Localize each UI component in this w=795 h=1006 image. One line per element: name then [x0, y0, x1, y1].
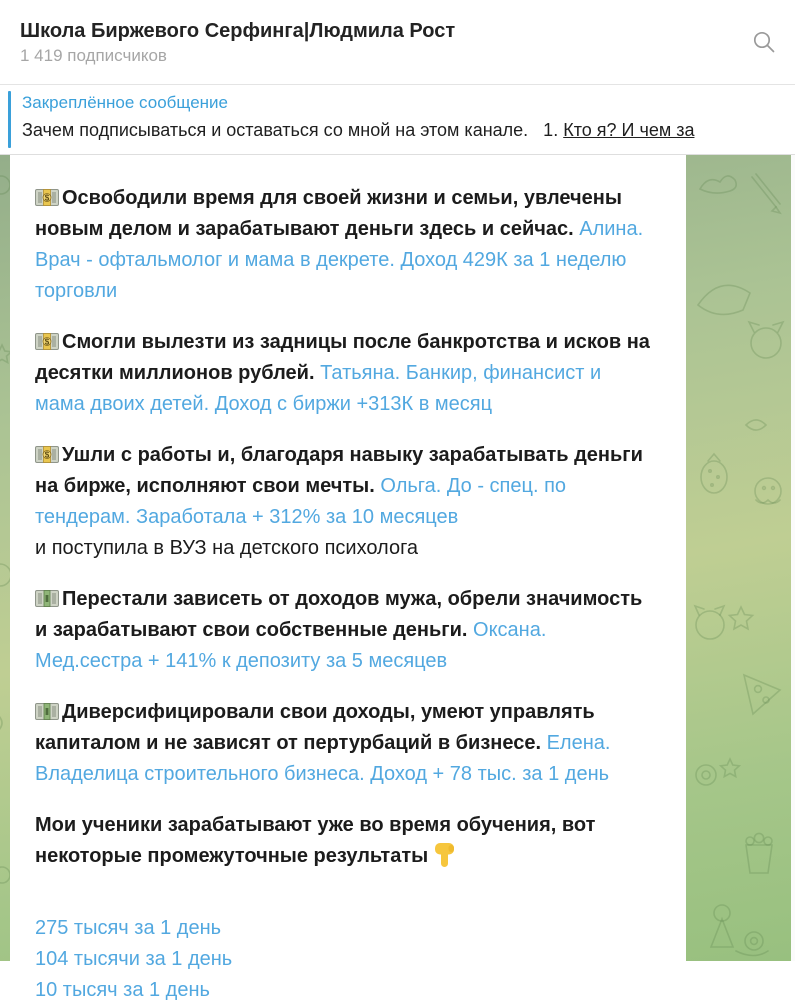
paragraph-link-text[interactable]: Татьяна. Банкир, финансист и мама двоих детей. Доход с биржи +313К в месяц: [35, 362, 602, 415]
subscriber-count: 1 419 подписчиков: [20, 46, 167, 65]
search-icon[interactable]: [747, 25, 781, 59]
pinned-text-link[interactable]: Кто я? И чем за: [563, 120, 695, 140]
message-paragraph: [35, 697, 656, 790]
result-link[interactable]: 104 тысячи за 1 день: [35, 948, 233, 970]
paragraph-link-text[interactable]: Елена. Владелица строительного бизнеса. Доход + 78 тыс. за 1 день: [35, 732, 611, 785]
pinned-label: Закреплённое сообщение: [22, 93, 228, 112]
paragraph-bold-text: Перестали зависеть от доходов мужа, обрели значимость и зарабатывают свои собственные деньги.: [35, 588, 643, 641]
paragraph-bold-text: Диверсифицировали свои доходы, умеют управлять капиталом и не зависят от пертурбаций в бизнесе.: [35, 701, 595, 754]
result-link[interactable]: 10 тысяч за 1 день: [35, 979, 210, 1001]
dollar-banknote-icon: [35, 183, 59, 214]
background-doodles-right: [686, 155, 791, 961]
chat-header: [0, 0, 795, 85]
message-paragraph: [35, 584, 656, 677]
message-paragraph: [35, 440, 656, 564]
chat-area: [0, 155, 795, 1001]
message-bubble: [10, 155, 686, 1001]
background-doodles-left: [0, 155, 10, 961]
message-paragraph: [35, 183, 656, 307]
results-list: [35, 913, 656, 1006]
channel-info[interactable]: [0, 16, 747, 68]
footer-bold-text: Мои ученики зарабатывают уже во время обучения, вот некоторые промежуточные результаты: [35, 814, 596, 867]
pinned-text: [22, 116, 694, 144]
pinned-body: [11, 85, 694, 154]
paragraph-bold-text: Ушли с работы и, благодаря навыку зарабатывать деньги на бирже, исполняют свои мечты.: [35, 444, 643, 497]
channel-title[interactable]: Школа Биржевого Серфинга|Людмила Рост: [20, 20, 456, 42]
scrollbar-track[interactable]: [791, 155, 795, 961]
pinned-message-bar[interactable]: [0, 85, 795, 155]
pointing-down-icon: [428, 841, 455, 872]
dollar-banknote-icon: [35, 327, 59, 358]
paragraph-plain-text: и поступила в ВУЗ на детского психолога: [35, 537, 419, 559]
banknote-band-icon: [35, 584, 59, 615]
paragraph-bold-text: Освободили время для своей жизни и семьи, увлечены новым делом и зарабатывают деньги здесь и сейчас.: [35, 187, 622, 240]
svg-text:$: $: [44, 337, 50, 347]
dollar-banknote-icon: [35, 440, 59, 471]
paragraph-link-text[interactable]: Оксана. Мед.сестра + 141% к депозиту за 5 месяцев: [35, 619, 547, 672]
message-footer: [35, 810, 656, 872]
message-paragraph: [35, 327, 656, 420]
paragraph-link-text[interactable]: Ольга. До - спец. по тендерам. Заработала + 312% за 10 месяцев: [35, 475, 567, 528]
banknote-band-icon: [35, 697, 59, 728]
paragraph-bold-text: Смогли вылезти из задницы после банкротства и исков на десятки миллионов рублей.: [35, 331, 650, 384]
paragraph-link-text[interactable]: Алина. Врач - офтальмолог и мама в декрете. Доход 429К за 1 неделю торговли: [35, 218, 644, 302]
svg-text:$: $: [44, 193, 50, 203]
result-link[interactable]: 275 тысяч за 1 день: [35, 917, 222, 939]
svg-text:$: $: [44, 450, 50, 460]
pinned-text-prefix: Зачем подписываться и оставаться со мной на этом канале. 1.: [22, 120, 564, 140]
